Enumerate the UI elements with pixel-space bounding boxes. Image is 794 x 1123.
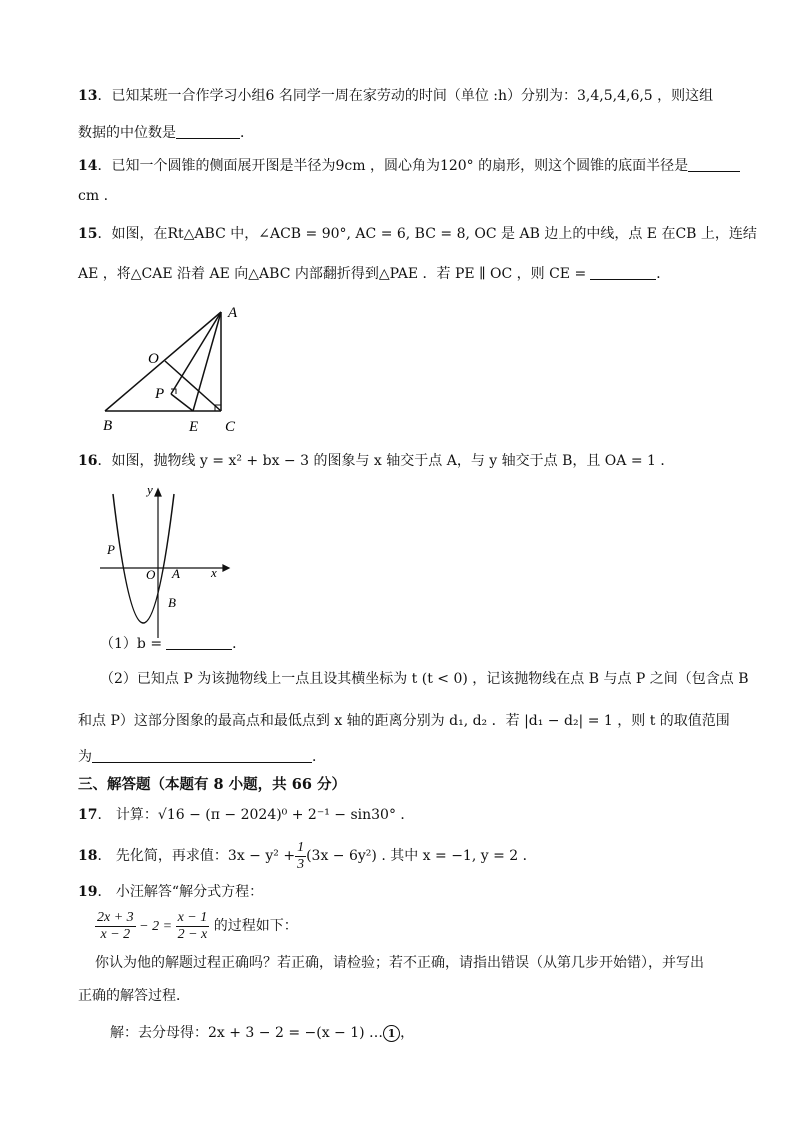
q19-equation <box>95 907 298 947</box>
label-o: O <box>146 567 156 582</box>
q14-text-b: cm . <box>78 188 109 204</box>
section-3-title: 三、解答题（本题有 8 小题，共 66 分） <box>78 776 346 793</box>
q19-number: 19 <box>78 884 98 900</box>
q17-number: 17 <box>78 807 98 823</box>
q15-line1 <box>78 224 757 244</box>
q15-line2 <box>78 264 670 284</box>
step-1-circle-mark: 1 <box>383 1025 400 1042</box>
q17-text: ． 计算：√16 − (π − 2024)⁰ + 2⁻¹ − sin30° ． <box>97 807 415 823</box>
q16-part2-text-a: （2）已知点 P 为该抛物线上一点且设其横坐标为 t (t < 0) ，记该抛物线在点 B 与点 P 之间（包含点 B <box>100 671 749 687</box>
q19-fraction-right <box>176 910 210 943</box>
q19-line4 <box>78 986 190 1006</box>
q13-number: 13 <box>78 88 98 104</box>
q16-number: 16 <box>78 453 98 469</box>
label-p: P <box>155 386 165 402</box>
q16-part1-blank[interactable] <box>166 635 232 650</box>
q16-part2-text-b: 和点 P）这部分图象的最高点和最低点到 x 轴的距离分别为 d₁, d₂ ．若 |d₁ − d₂| = 1 ，则 t 的取值范围 <box>78 713 730 729</box>
q15-text-b: AE ，将△CAE 沿着 AE 向△ABC 内部翻折得到△PAE ．若 PE ∥ OC ，则 CE = <box>78 266 587 282</box>
q16-part2-text-c: 为 <box>78 749 92 765</box>
y-axis-arrow <box>155 489 161 496</box>
parabola-curve <box>113 494 174 623</box>
q13-text-b: 数据的中位数是 <box>78 125 176 141</box>
q13-text-a: ．已知某班一合作学习小组6 名同学一周在家劳动的时间（单位 :h）分别为：3,4,5,4,6,5 ，则这组 <box>97 88 714 104</box>
q19-text-a: ． 小汪解答“解分式方程： <box>97 884 264 900</box>
q16-part2-period: ． <box>312 749 326 765</box>
label-b: B <box>103 418 113 434</box>
q14-line1 <box>78 156 740 176</box>
q16-parabola-figure <box>95 478 235 643</box>
q18-text-b: (3x − 6y²) . 其中 x = −1, y = 2 ． <box>306 848 537 864</box>
q19-frac1-num: 2x + 3 <box>97 909 134 925</box>
q18-frac-num: 1 <box>297 839 305 855</box>
q14-text-a: ．已知一个圆锥的侧面展开图是半径为9cm ，圆心角为120° 的扇形，则这个圆锥的底面半径是 <box>97 158 689 174</box>
q19-step1 <box>110 1023 414 1043</box>
segment-ap <box>171 312 221 394</box>
label-a: A <box>172 566 180 581</box>
q19-eq-mid: − 2 = <box>135 919 176 934</box>
q19-text-d: 正确的解答过程． <box>78 988 190 1004</box>
q16-part2-line3 <box>78 747 326 767</box>
label-b: B <box>168 595 176 610</box>
q15-period: ． <box>656 266 671 282</box>
q16-part2-line2 <box>78 711 730 731</box>
q13-answer-blank[interactable] <box>176 124 240 139</box>
q18-text-a: ． 先化简，再求值：3x − y² + <box>97 848 296 864</box>
q16-part2-blank[interactable] <box>92 748 312 763</box>
q18-number: 18 <box>78 848 98 864</box>
x-axis-arrow <box>223 565 229 571</box>
q16-part2-line1 <box>100 669 749 689</box>
q16-part1-text: （1）b = <box>100 636 163 652</box>
segment-ae <box>193 312 221 411</box>
q13-line1 <box>78 86 713 106</box>
q15-number: 15 <box>78 226 98 242</box>
label-a: A <box>228 305 238 321</box>
label-c: C <box>225 419 236 435</box>
q19-frac2-den: 2 − x <box>177 926 208 942</box>
q19-line1 <box>78 882 263 902</box>
q19-frac2-num: x − 1 <box>177 909 208 925</box>
q15-text-a: ．如图，在Rt△ABC 中，∠ACB = 90°, AC = 6, BC = 8, OC 是 AB 边上的中线，点 E 在CB 上，连结 <box>97 226 757 242</box>
q17-line <box>78 805 414 825</box>
q16-line1 <box>78 451 674 471</box>
segment-oc <box>165 361 221 411</box>
q15-answer-blank[interactable] <box>590 265 656 280</box>
label-y: y <box>147 482 153 497</box>
q19-line3 <box>95 953 704 973</box>
q19-frac1-den: x − 2 <box>100 926 131 942</box>
label-p: P <box>107 542 115 557</box>
q14-answer-blank[interactable] <box>688 157 740 172</box>
q15-triangle-figure <box>95 300 255 440</box>
q19-text-c: 你认为他的解题过程正确吗？若正确，请检验；若不正确，请指出错误（从第几步开始错），并写出 <box>95 955 704 971</box>
label-x: x <box>211 565 217 580</box>
q18-fraction <box>295 840 306 873</box>
q16-part1 <box>100 634 246 654</box>
q16-part1-period: ． <box>232 636 247 652</box>
q14-number: 14 <box>78 158 98 174</box>
label-e: E <box>189 419 199 435</box>
q13-period: ． <box>240 125 254 141</box>
segment-pe <box>171 394 193 411</box>
q19-step1-text: 解：去分母得：2x + 3 − 2 = −(x − 1) … <box>110 1025 384 1041</box>
q16-text-a: ．如图，抛物线 y = x² + bx − 3 的图象与 x 轴交于点 A，与 y 轴交于点 B，且 OA = 1 ． <box>97 453 675 469</box>
q14-line2 <box>78 186 108 206</box>
q19-step1-end: ， <box>400 1025 415 1041</box>
q18-frac-den: 3 <box>297 856 305 872</box>
q19-fraction-left <box>95 910 136 943</box>
q19-text-b: 的过程如下： <box>209 918 298 934</box>
q18-line <box>78 838 537 874</box>
q13-line2 <box>78 123 254 143</box>
label-o: O <box>148 351 159 367</box>
